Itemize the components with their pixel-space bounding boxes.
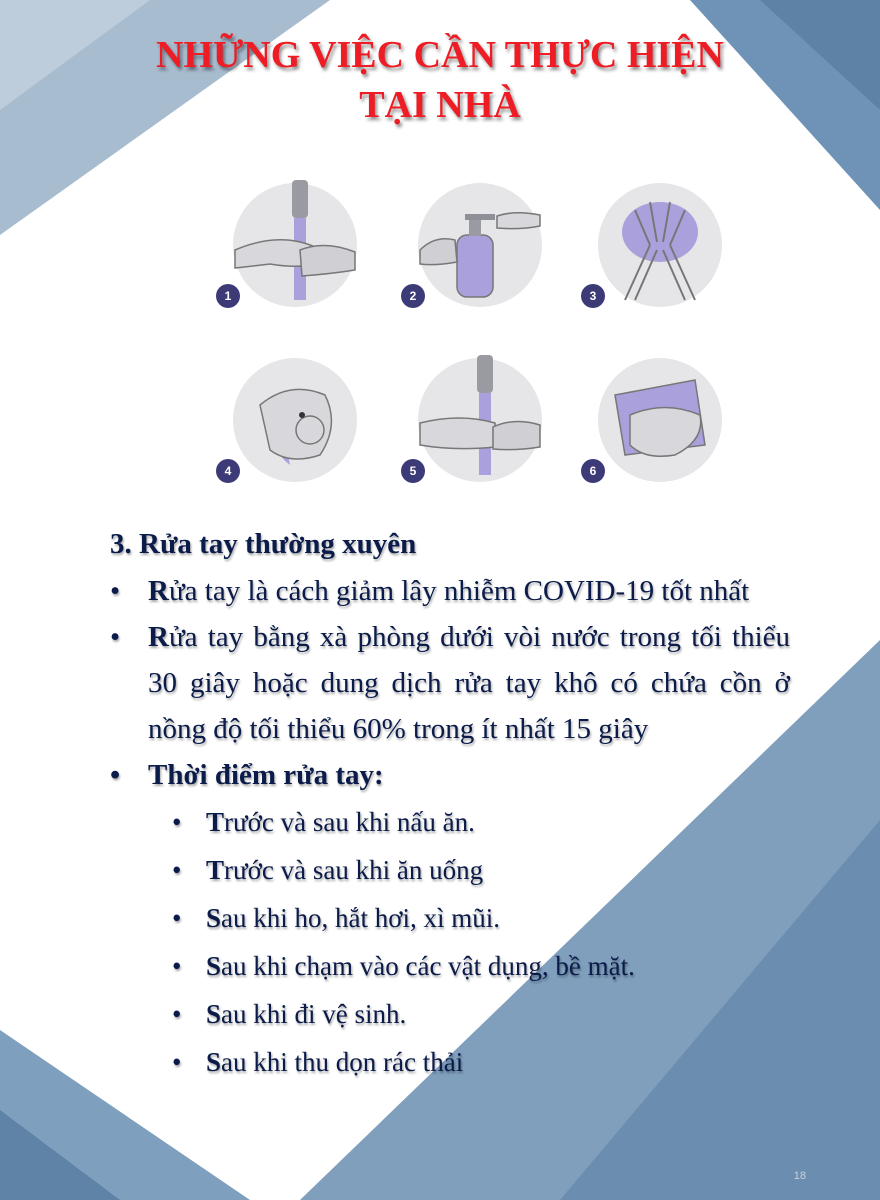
bullet-initial: R	[148, 575, 169, 607]
page-number: 18	[793, 1170, 806, 1182]
bullet-initial: R	[148, 621, 169, 653]
bullet-item-times	[110, 752, 790, 798]
bullet-text: ửa tay là cách giảm lây nhiễm COVID-19 tốt nhất	[168, 575, 750, 607]
step-number: 3	[581, 284, 605, 308]
step-2	[409, 180, 545, 310]
sub-bullet-initial: S	[206, 999, 222, 1029]
sub-bullet-initial: S	[206, 903, 222, 933]
bullet-item	[110, 614, 790, 752]
step-3	[589, 180, 725, 310]
step-1	[224, 180, 360, 310]
handwashing-steps	[200, 170, 740, 500]
rub-palms-icon	[230, 355, 360, 485]
hands-under-tap-icon	[230, 180, 360, 310]
bullet-item	[110, 568, 790, 614]
step-6	[589, 355, 725, 485]
title-line-1: NHỮNG VIỆC CẦN THỰC HIỆN	[156, 34, 724, 76]
interlaced-fingers-icon	[595, 180, 725, 310]
step-number: 6	[581, 459, 605, 483]
sub-bullet-text: rước và sau khi ăn uống	[224, 855, 484, 885]
step-number: 1	[216, 284, 240, 308]
step-5	[409, 355, 545, 485]
bullet-text: ửa tay bằng xà phòng dưới vòi nước trong tối thiểu 30 giây hoặc dung dịch rửa tay khô có chứa cồn ở nồng độ tối thiểu 60% trong ít nhất 15 giây	[148, 621, 790, 745]
dry-hands-towel-icon	[595, 355, 725, 485]
step-4	[224, 355, 360, 485]
rinse-hands-icon	[415, 355, 545, 485]
sub-bullet-text: au khi thu dọn rác thải	[221, 1047, 464, 1077]
sub-bullet-text: au khi đi vệ sinh.	[221, 999, 407, 1029]
sub-bullet-item	[110, 798, 790, 846]
sub-bullet-item	[110, 942, 790, 990]
title-line-2: TẠI NHÀ	[359, 84, 521, 126]
sub-bullet-initial: T	[206, 807, 225, 837]
section-content	[110, 522, 790, 1086]
sub-bullet-item	[110, 990, 790, 1038]
page-title	[0, 30, 880, 130]
sub-bullet-item	[110, 894, 790, 942]
sub-bullet-text: au khi ho, hắt hơi, xì mũi.	[221, 903, 501, 933]
step-number: 2	[401, 284, 425, 308]
step-number: 4	[216, 459, 240, 483]
sub-bullet-item	[110, 846, 790, 894]
section-heading: 3. Rửa tay thường xuyên	[110, 528, 417, 560]
bullet-text: Thời điểm rửa tay:	[148, 759, 384, 791]
sub-bullet-initial: S	[206, 951, 222, 981]
sub-bullet-initial: T	[206, 855, 225, 885]
sub-bullet-item	[110, 1038, 790, 1086]
sub-bullet-text: au khi chạm vào các vật dụng, bề mặt.	[221, 951, 635, 981]
soap-dispenser-icon	[415, 180, 545, 310]
sub-bullet-text: rước và sau khi nấu ăn.	[224, 807, 475, 837]
step-number: 5	[401, 459, 425, 483]
sub-bullet-initial: S	[206, 1047, 222, 1077]
